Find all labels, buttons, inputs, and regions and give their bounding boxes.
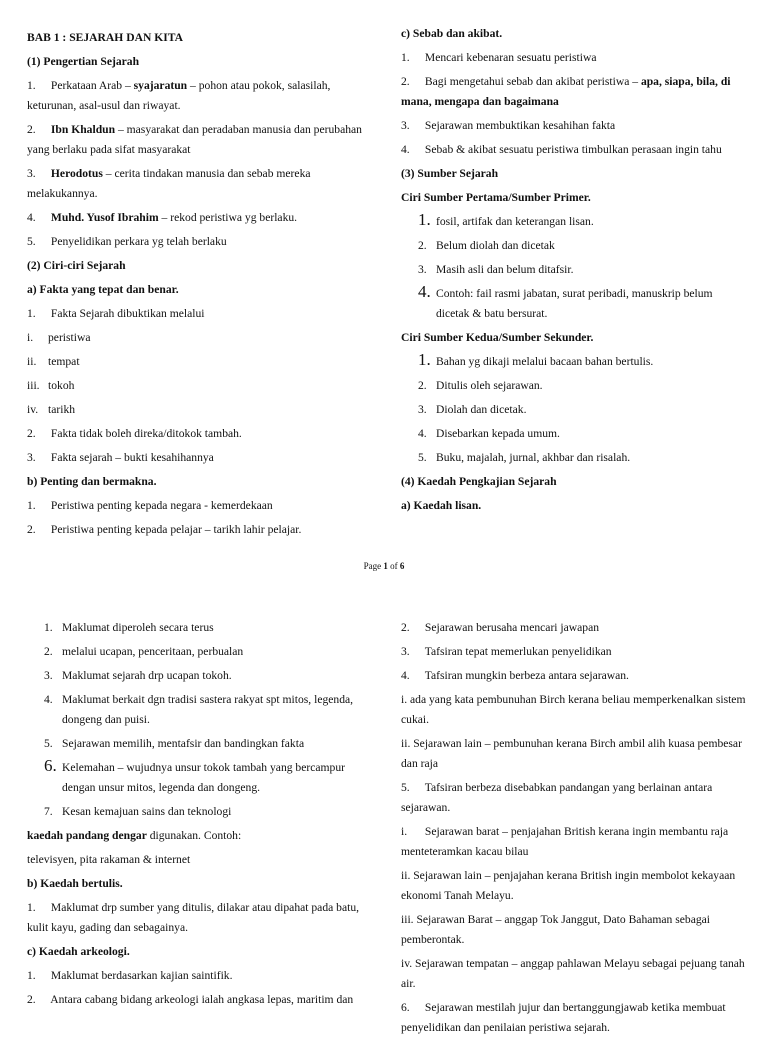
- item-number: 3.: [418, 263, 427, 276]
- paragraph: [27, 120, 372, 160]
- footer-page-word: Page: [363, 561, 384, 571]
- page2-right-column: [401, 618, 751, 1042]
- item-number: 1.: [27, 79, 36, 92]
- item-number: 2.: [27, 123, 36, 136]
- item-number: 5.: [44, 737, 53, 750]
- paragraph-text: ii. Sejarawan lain – pembunuhan kerana Birch ambil alih kuasa pembesar dan raja: [401, 737, 742, 770]
- paragraph: [401, 48, 746, 68]
- paragraph: [401, 116, 746, 136]
- list-item: [401, 424, 746, 444]
- paragraph-text: Fakta sejarah – bukti kesahihannya: [50, 451, 214, 464]
- paragraph-text: Fakta Sejarah dibuktikan melalui: [50, 307, 205, 320]
- roman-list-item: [27, 352, 372, 372]
- paragraph-text: – pohon atau pokok, salasilah, keturunan, asal-usul dan riwayat.: [27, 79, 331, 112]
- paragraph-text: Maklumat drp sumber yang ditulis, dilakar atau dipahat pada batu, kulit kayu, gading dan sebagainya.: [27, 901, 360, 934]
- paragraph: [401, 910, 751, 950]
- list-item: [27, 758, 372, 798]
- footer-page-total: 6: [399, 561, 405, 571]
- paragraph-text: Bagi mengetahui sebab dan akibat peristiwa –: [424, 75, 641, 88]
- paragraph-text: Muhd. Yusof Ibrahim: [50, 211, 159, 224]
- paragraph-text: Maklumat berdasarkan kajian saintifik.: [50, 969, 233, 982]
- paragraph: [401, 140, 746, 160]
- list-item-text: Buku, majalah, jurnal, akhbar dan risalah.: [436, 451, 631, 464]
- footer-page-number: 1: [383, 561, 388, 571]
- item-number: 1.: [418, 350, 431, 369]
- paragraph-text: kaedah pandang dengar: [27, 829, 147, 842]
- item-number: 5.: [401, 781, 410, 794]
- paragraph: [401, 822, 751, 862]
- list-item-text: fosil, artifak dan keterangan lisan.: [436, 215, 594, 228]
- page1-right-column: [401, 24, 746, 520]
- page2-left-column: [27, 618, 372, 1014]
- section-heading: Ciri Sumber Pertama/Sumber Primer.: [401, 191, 591, 204]
- section-heading: b) Kaedah bertulis.: [27, 877, 123, 890]
- item-number: 7.: [44, 805, 53, 818]
- list-item-text: Maklumat diperoleh secara terus: [62, 621, 214, 634]
- list-item-text: tempat: [48, 355, 80, 368]
- paragraph-text: Ibn Khaldun: [50, 123, 116, 136]
- document-page-2: [0, 600, 768, 1034]
- paragraph-text: Sejarawan barat – penjajahan British kerana ingin membantu raja menteteramkan kacau bilau: [401, 825, 729, 858]
- list-item: [27, 642, 372, 662]
- item-number: ii.: [27, 355, 37, 368]
- paragraph-text: i. ada yang kata pembunuhan Birch kerana beliau memperkenalkan sistem cukai.: [401, 693, 746, 726]
- paragraph: [401, 954, 751, 994]
- paragraph: [27, 826, 372, 846]
- item-number: 2.: [27, 993, 36, 1006]
- paragraph: [27, 966, 372, 986]
- item-number: 2.: [27, 523, 36, 536]
- item-number: 4.: [401, 669, 410, 682]
- list-item: [27, 690, 372, 730]
- list-item-text: peristiwa: [48, 331, 91, 344]
- item-number: 1.: [27, 499, 36, 512]
- paragraph: [27, 208, 372, 228]
- section-heading: (4) Kaedah Pengkajian Sejarah: [401, 475, 557, 488]
- item-number: iii.: [27, 379, 40, 392]
- item-number: 4.: [44, 693, 53, 706]
- paragraph-text: Herodotus: [50, 167, 103, 180]
- list-item: [401, 352, 746, 372]
- list-item-text: Maklumat berkait dgn tradisi sastera rakyat spt mitos, legenda, dongeng dan puisi.: [62, 693, 354, 726]
- item-number: 3.: [418, 403, 427, 416]
- paragraph-text: Tafsiran tepat memerlukan penyelidikan: [424, 645, 612, 658]
- paragraph: [401, 618, 751, 638]
- paragraph-text: Fakta tidak boleh direka/ditokok tambah.: [50, 427, 242, 440]
- list-item-text: Disebarkan kepada umum.: [436, 427, 560, 440]
- paragraph-text: digunakan. Contoh:: [146, 829, 242, 842]
- list-item-text: Belum diolah dan dicetak: [436, 239, 555, 252]
- paragraph-text: syajaratun: [133, 79, 188, 92]
- list-item-text: Diolah dan dicetak.: [436, 403, 527, 416]
- list-item-text: Bahan yg dikaji melalui bacaan bahan bertulis.: [436, 355, 654, 368]
- item-number: 2.: [27, 427, 36, 440]
- paragraph-text: Tafsiran berbeza disebabkan pandangan yang berlainan antara sejarawan.: [401, 781, 713, 814]
- item-number: 2.: [418, 379, 427, 392]
- item-number: 4.: [418, 427, 427, 440]
- item-number: 3.: [27, 451, 36, 464]
- paragraph-text: Peristiwa penting kepada negara - kemerdekaan: [50, 499, 273, 512]
- section-heading: (2) Ciri-ciri Sejarah: [27, 259, 126, 272]
- list-item: [401, 400, 746, 420]
- list-item-text: Kesan kemajuan sains dan teknologi: [62, 805, 232, 818]
- paragraph: [401, 642, 751, 662]
- item-number: 1.: [418, 210, 431, 229]
- list-item-text: tokoh: [48, 379, 75, 392]
- item-number: 5.: [27, 235, 36, 248]
- list-item-text: Sejarawan memilih, mentafsir dan bandingkan fakta: [62, 737, 305, 750]
- paragraph: [27, 448, 372, 468]
- paragraph: [27, 76, 372, 116]
- paragraph-text: iv. Sejarawan tempatan – anggap pahlawan Melayu sebagai pejuang tanah air.: [401, 957, 745, 990]
- item-number: 3.: [27, 167, 36, 180]
- section-heading: a) Fakta yang tepat dan benar.: [27, 283, 179, 296]
- item-number: 3.: [401, 645, 410, 658]
- item-number: i.: [401, 825, 408, 838]
- paragraph-text: Sejarawan membuktikan kesahihan fakta: [424, 119, 616, 132]
- paragraph-text: – rekod peristiwa yg berlaku.: [158, 211, 298, 224]
- paragraph-text: Tafsiran mungkin berbeza antara sejarawan.: [424, 669, 629, 682]
- section-heading: c) Sebab dan akibat.: [401, 27, 503, 40]
- paragraph-text: televisyen, pita rakaman & internet: [27, 853, 191, 866]
- item-number: 4.: [27, 211, 36, 224]
- paragraph: [401, 72, 746, 112]
- paragraph: [401, 734, 751, 774]
- roman-list-item: [27, 328, 372, 348]
- paragraph: [27, 424, 372, 444]
- roman-list-item: [27, 400, 372, 420]
- paragraph-text: apa, siapa, bila, di mana, mengapa dan bagaimana: [401, 75, 731, 108]
- list-item-text: Kelemahan – wujudnya unsur tokok tambah yang bercampur dengan unsur mitos, legenda dan dongeng.: [62, 761, 345, 794]
- list-item: [401, 212, 746, 232]
- paragraph: [401, 866, 751, 906]
- list-item-text: Ditulis oleh sejarawan.: [436, 379, 543, 392]
- section-heading: (3) Sumber Sejarah: [401, 167, 499, 180]
- list-item: [27, 802, 372, 822]
- paragraph: [27, 304, 372, 324]
- paragraph: [27, 520, 372, 540]
- item-number: 6.: [44, 756, 57, 775]
- paragraph-text: Peristiwa penting kepada pelajar – tarikh lahir pelajar.: [50, 523, 302, 536]
- section-heading: Ciri Sumber Kedua/Sumber Sekunder.: [401, 331, 594, 344]
- item-number: i.: [27, 331, 34, 344]
- section-heading: c) Kaedah arkeologi.: [27, 945, 130, 958]
- paragraph-text: ii. Sejarawan lain – penjajahan kerana British ingin membolot kekayaan ekonomi Tanah Melayu.: [401, 869, 736, 902]
- item-number: 5.: [418, 451, 427, 464]
- paragraph: [27, 990, 372, 1010]
- list-item-text: Maklumat sejarah drp ucapan tokoh.: [62, 669, 232, 682]
- item-number: 1.: [401, 51, 410, 64]
- paragraph-text: Perkataan Arab –: [50, 79, 134, 92]
- item-number: 3.: [401, 119, 410, 132]
- list-item: [401, 284, 746, 324]
- list-item: [27, 734, 372, 754]
- list-item-text: melalui ucapan, penceritaan, perbualan: [62, 645, 244, 658]
- item-number: 2.: [401, 75, 410, 88]
- list-item-text: tarikh: [48, 403, 76, 416]
- paragraph-text: – masyarakat dan peradaban manusia dan perubahan yang berlaku pada sifat masyarakat: [27, 123, 362, 156]
- paragraph: [27, 164, 372, 204]
- section-heading: (1) Pengertian Sejarah: [27, 55, 140, 68]
- list-item: [401, 260, 746, 280]
- paragraph-text: iii. Sejarawan Barat – anggap Tok Janggut, Dato Bahaman sebagai pemberontak.: [401, 913, 711, 946]
- paragraph: [27, 496, 372, 516]
- list-item: [401, 236, 746, 256]
- paragraph: [401, 998, 751, 1038]
- paragraph: [27, 850, 372, 870]
- paragraph: [27, 898, 372, 938]
- item-number: 4.: [401, 143, 410, 156]
- item-number: 6.: [401, 1001, 410, 1014]
- page1-left-column: [27, 28, 372, 544]
- item-number: 3.: [44, 669, 53, 682]
- paragraph-text: Sejarawan mestilah jujur dan bertanggungjawab ketika membuat penyelidikan dan penilaian peristiwa sejarah.: [401, 1001, 726, 1034]
- list-item-text: Masih asli dan belum ditafsir.: [436, 263, 574, 276]
- list-item: [401, 448, 746, 468]
- list-item: [27, 618, 372, 638]
- footer-of-word: of: [387, 561, 400, 571]
- paragraph-text: Antara cabang bidang arkeologi ialah angkasa lepas, maritim dan: [50, 993, 354, 1006]
- item-number: 2.: [44, 645, 53, 658]
- section-heading: BAB 1 : SEJARAH DAN KITA: [27, 31, 183, 44]
- paragraph-text: Sebab & akibat sesuatu peristiwa timbulkan perasaan ingin tahu: [424, 143, 722, 156]
- list-item-text: Contoh: fail rasmi jabatan, surat peribadi, manuskrip belum dicetak & batu bersurat.: [436, 287, 713, 320]
- paragraph-text: – cerita tindakan manusia dan sebab mereka melakukannya.: [27, 167, 311, 200]
- item-number: 2.: [401, 621, 410, 634]
- item-number: 2.: [418, 239, 427, 252]
- paragraph: [27, 232, 372, 252]
- item-number: 4.: [418, 282, 431, 301]
- paragraph: [401, 778, 751, 818]
- item-number: 1.: [27, 307, 36, 320]
- roman-list-item: [27, 376, 372, 396]
- item-number: 1.: [27, 901, 36, 914]
- paragraph-text: Mencari kebenaran sesuatu peristiwa: [424, 51, 597, 64]
- item-number: 1.: [44, 621, 53, 634]
- list-item: [27, 666, 372, 686]
- section-heading: a) Kaedah lisan.: [401, 499, 482, 512]
- paragraph: [401, 690, 751, 730]
- paragraph: [401, 666, 751, 686]
- list-item: [401, 376, 746, 396]
- item-number: iv.: [27, 403, 39, 416]
- section-heading: b) Penting dan bermakna.: [27, 475, 157, 488]
- page-footer: [0, 561, 768, 571]
- item-number: 1.: [27, 969, 36, 982]
- paragraph-text: Penyelidikan perkara yg telah berlaku: [50, 235, 227, 248]
- paragraph-text: Sejarawan berusaha mencari jawapan: [424, 621, 600, 634]
